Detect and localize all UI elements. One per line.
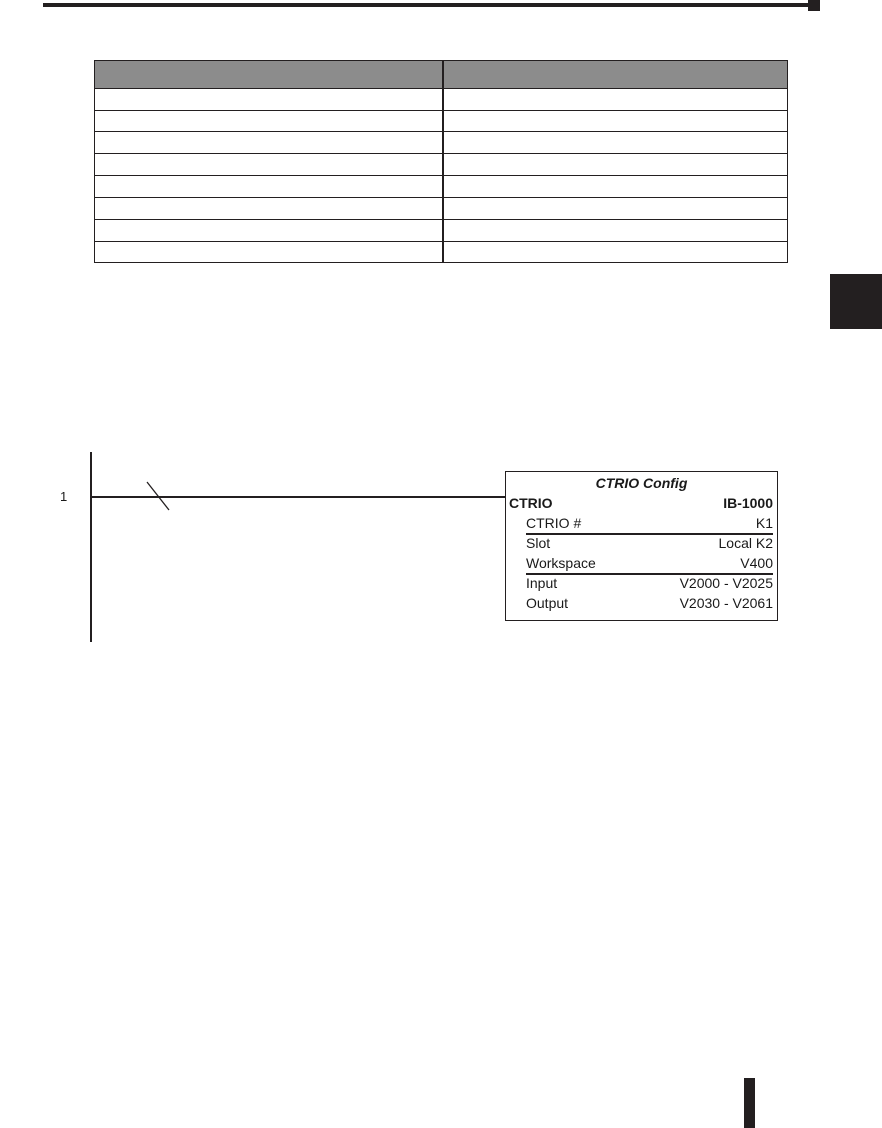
row-divider xyxy=(95,175,787,176)
param-label: Workspace xyxy=(526,555,596,571)
param-value: V2000 - V2025 xyxy=(679,575,773,591)
param-label: CTRIO # xyxy=(526,515,582,531)
param-label: Output xyxy=(526,595,569,611)
header-block xyxy=(808,0,820,11)
instruction-name: CTRIO xyxy=(509,495,553,511)
row-divider xyxy=(95,197,787,198)
param-label: Input xyxy=(526,575,558,591)
header-rule xyxy=(43,3,811,7)
rung-number: 1 xyxy=(60,489,68,504)
param-value: V2030 - V2061 xyxy=(679,595,773,611)
param-value: V400 xyxy=(740,555,773,571)
param-label: Slot xyxy=(526,535,551,551)
chapter-tab xyxy=(830,274,882,329)
contact-slash-icon xyxy=(143,480,173,514)
column-divider xyxy=(442,61,444,262)
param-value: Local K2 xyxy=(718,535,773,551)
data-table xyxy=(94,60,788,263)
row-divider xyxy=(95,241,787,242)
param-value: K1 xyxy=(755,515,773,531)
row-divider xyxy=(95,110,787,111)
ctrio-config-box xyxy=(505,471,778,621)
row-divider xyxy=(95,219,787,220)
footer-bar xyxy=(744,1078,755,1128)
row-divider xyxy=(95,153,787,154)
instruction-title: CTRIO Config xyxy=(595,475,688,491)
table-header xyxy=(95,61,787,89)
row-divider xyxy=(95,131,787,132)
instruction-id: IB-1000 xyxy=(723,495,773,511)
left-power-rail xyxy=(90,452,92,642)
